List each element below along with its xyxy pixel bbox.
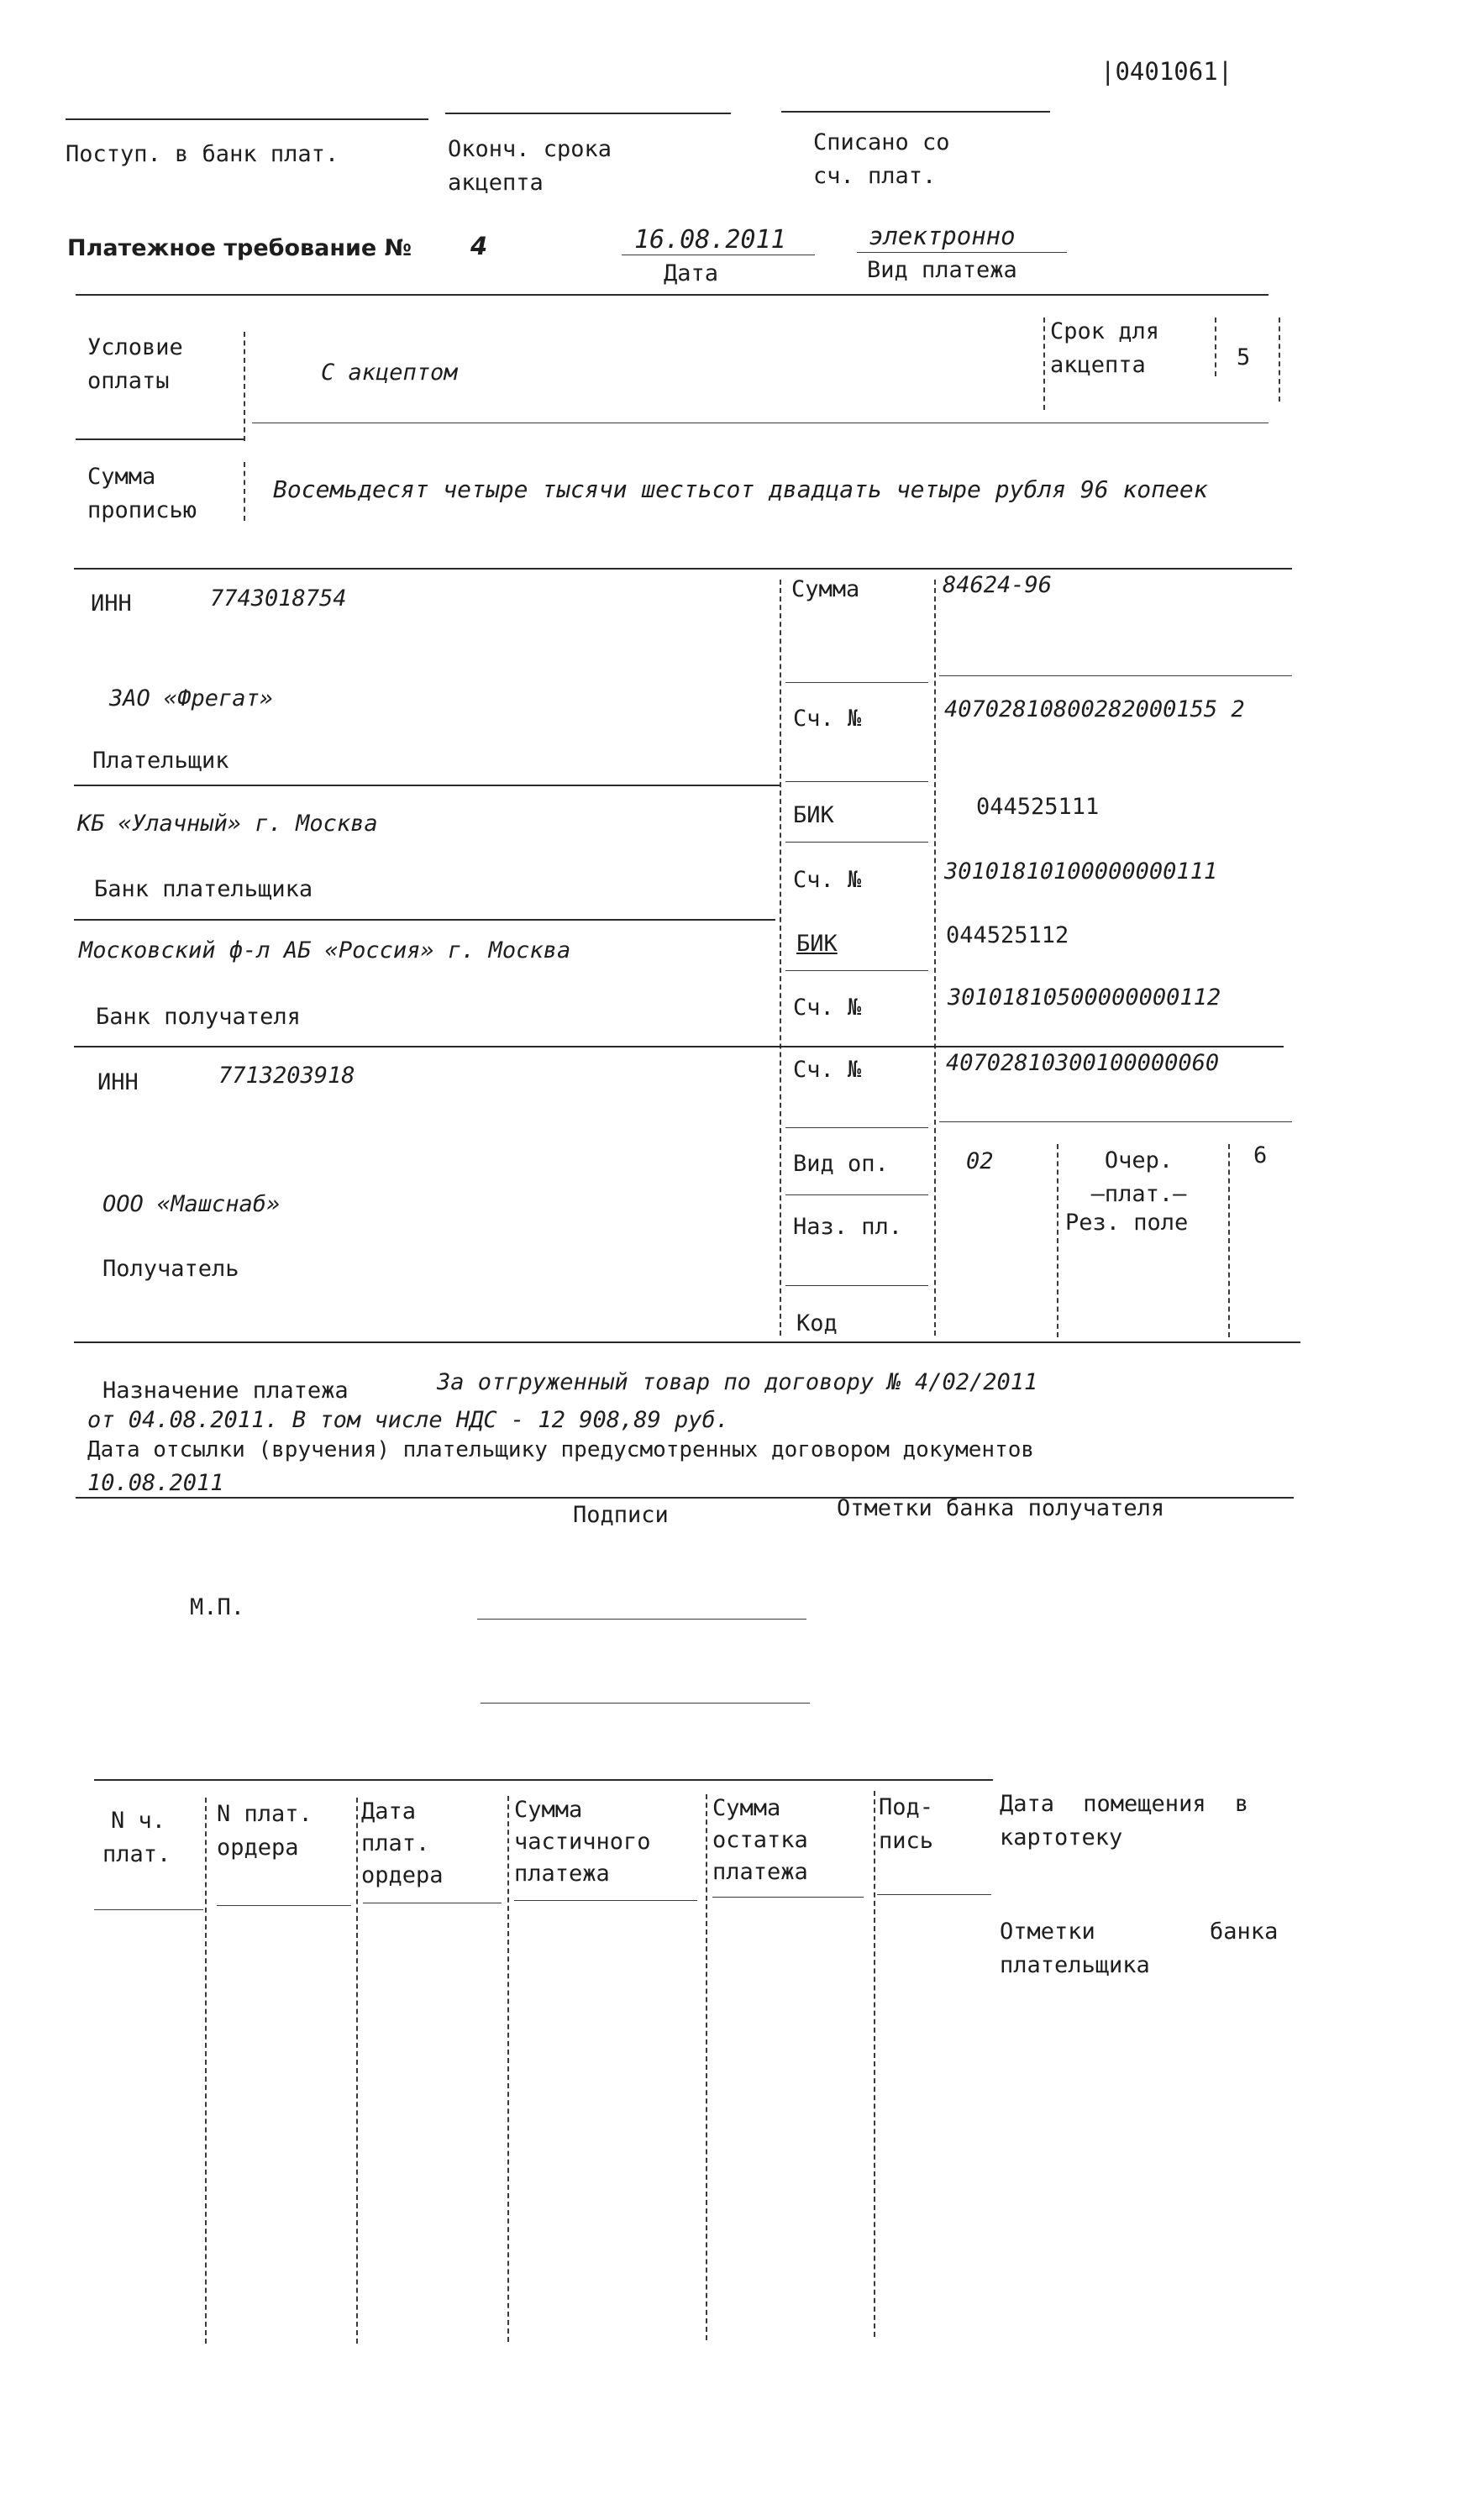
- reserve-field-label: Рез. поле: [1065, 1210, 1189, 1236]
- table-header-col2-line1: N плат.: [217, 1801, 313, 1827]
- sum-value: 84624-96: [943, 572, 1053, 598]
- sum-bottom-line: [785, 682, 928, 683]
- sum-label: Сумма: [791, 576, 860, 602]
- recipient-bank-bik-line: [785, 970, 928, 971]
- table-divider-2: [356, 1798, 358, 2344]
- acceptance-end-line1: Оконч. срока: [448, 136, 612, 162]
- table-header-col5: [712, 1793, 808, 1888]
- document-number: 4: [470, 232, 488, 260]
- payer-bank-bottom-line: [74, 919, 775, 921]
- payer-account-bottom-line: [785, 781, 928, 782]
- payer-bank-bik-line: [785, 842, 928, 843]
- payment-type-value: электронно: [869, 222, 1016, 250]
- recipient-bank-account: 30101810500000000112: [948, 984, 1221, 1011]
- amount-top-line: [76, 438, 244, 440]
- table-header-col1: [102, 1804, 171, 1872]
- acceptance-term-label: [1050, 315, 1159, 382]
- recipient-bank-label: Банк получателя: [96, 1004, 301, 1030]
- filing-date-label-line2: картотеку: [1000, 1824, 1123, 1851]
- recipient-account: 40702810300100000060: [946, 1050, 1220, 1076]
- table-top-line: [94, 1779, 993, 1781]
- queue-divider-left: [1057, 1144, 1058, 1337]
- table-header-line-5: [712, 1897, 864, 1898]
- purpose-line2: от 04.08.2011. В том числе НДС - 12 908,89 руб.: [87, 1407, 730, 1433]
- payer-label: Плательщик: [92, 748, 229, 774]
- purpose-code-label: Наз. пл.: [793, 1214, 903, 1240]
- document-date: 16.08.2011: [634, 225, 786, 255]
- table-header-col2-line2: ордера: [217, 1835, 299, 1861]
- operation-type-label: Вид оп.: [793, 1151, 889, 1177]
- payment-type-underline: [857, 252, 1067, 253]
- condition-label-line2: оплаты: [87, 368, 170, 394]
- debited-line1: Списано со: [813, 129, 950, 155]
- payer-block-top-line: [74, 568, 1292, 570]
- acceptance-end-line2: акцепта: [448, 170, 544, 196]
- recipient-bottom-line: [74, 1341, 1300, 1343]
- purpose-label: Назначение платежа: [102, 1378, 349, 1404]
- payer-account-label: Сч. №: [793, 706, 862, 732]
- form-code-value: 0401061: [1115, 57, 1218, 86]
- filing-date-label-line1: Дата помещения в: [1000, 1791, 1249, 1817]
- amount-words-label-line2: прописью: [87, 497, 197, 523]
- table-divider-3: [507, 1796, 509, 2342]
- queue-label-line1: Очер.: [1104, 1147, 1174, 1173]
- sum-value-bottom-line: [939, 675, 1292, 676]
- table-header-col4-line2: частичного: [514, 1829, 651, 1855]
- condition-divider: [244, 332, 245, 441]
- payer-bottom-line: [74, 785, 780, 786]
- table-divider-4: [706, 1794, 707, 2340]
- payer-bank-account-label: Сч. №: [793, 867, 862, 893]
- signatures-label: Подписи: [573, 1502, 669, 1528]
- stamp-placeholder: М.П.: [190, 1594, 245, 1620]
- payer-account: 40702810800282000155 2: [944, 696, 1245, 722]
- table-header-col6-line1: Под-: [879, 1794, 934, 1820]
- operation-type-value: 02: [966, 1148, 994, 1174]
- term-divider-mid: [1215, 318, 1216, 376]
- term-label-line2: акцепта: [1050, 352, 1146, 378]
- form-code: |0401061|: [1100, 57, 1233, 86]
- recipient-name: ООО «Машснаб»: [102, 1191, 281, 1217]
- term-divider-right: [1279, 318, 1280, 402]
- recipient-bank-bik: 044525112: [946, 922, 1069, 948]
- table-header-col5-line2: остатка: [712, 1827, 808, 1853]
- table-header-line-6: [877, 1894, 991, 1895]
- debited-label: [813, 126, 950, 193]
- queue-label-line2-text: плат.: [1104, 1181, 1174, 1207]
- document-title: Платежное требование №: [67, 235, 412, 261]
- recipient-inn: 7713203918: [218, 1063, 355, 1089]
- table-header-col3-line1: Дата: [361, 1798, 417, 1824]
- payer-bank-marks-line2: плательщика: [1000, 1952, 1150, 1978]
- table-header-col5-line1: Сумма: [712, 1795, 781, 1821]
- recipient-bank-account-label: Сч. №: [793, 995, 862, 1021]
- op-type-bottom-line: [785, 1194, 928, 1195]
- queue-divider-right: [1228, 1144, 1230, 1337]
- table-divider-5: [874, 1791, 875, 2337]
- table-header-col4-line3: платежа: [514, 1861, 610, 1887]
- table-header-col6: [879, 1791, 933, 1858]
- documents-date-label: Дата отсылки (вручения) плательщику предусмотренных договором документов: [87, 1437, 1035, 1462]
- condition-label-line1: Условие: [87, 334, 183, 360]
- table-header-line-1: [94, 1909, 203, 1910]
- header-line-1: [66, 118, 428, 120]
- table-header-col4-line1: Сумма: [514, 1797, 583, 1823]
- documents-date: 10.08.2011: [87, 1470, 224, 1496]
- acceptance-term-value: 5: [1237, 344, 1251, 370]
- payer-bank-marks-line1: Отметки банка: [1000, 1919, 1279, 1945]
- recipient-account-line: [939, 1121, 1292, 1122]
- amount-words-value: Восемьдесят четыре тысячи шестьсот двадцать четыре рубля 96 копеек: [273, 475, 1208, 503]
- payer-bank-bik: 044525111: [976, 794, 1100, 820]
- recipient-bank-marks: Отметки банка получателя: [837, 1495, 1165, 1521]
- header-line-3: [781, 111, 1050, 113]
- queue-label-line2: —плат.—: [1090, 1181, 1187, 1207]
- payer-inn-label: ИНН: [91, 591, 132, 617]
- recipient-account-left-line: [785, 1127, 928, 1128]
- condition-label: [87, 331, 183, 398]
- table-header-line-4: [514, 1900, 697, 1901]
- term-divider-left: [1043, 318, 1045, 410]
- payer-bank-name: КБ «Улачный» г. Москва: [77, 811, 378, 837]
- condition-value: С акцептом: [321, 360, 458, 386]
- code-label: Код: [796, 1310, 838, 1336]
- payer-name: ЗАО «Фрегат»: [109, 685, 274, 711]
- table-header-col1-line2: плат.: [102, 1841, 171, 1867]
- queue-label: [1065, 1144, 1212, 1211]
- condition-top-line: [76, 294, 1269, 296]
- recipient-bank-bik-label: БИК: [796, 931, 838, 957]
- purpose-line1: За отгруженный товар по договору № 4/02/2011: [437, 1369, 1038, 1395]
- table-header-col5-line3: платежа: [712, 1859, 808, 1885]
- amount-words-label: [87, 460, 197, 528]
- term-label-line1: Срок для: [1050, 318, 1160, 344]
- payer-bank-marks: [1000, 1915, 1278, 1982]
- recipient-label: Получатель: [102, 1256, 239, 1282]
- table-divider-1: [205, 1798, 207, 2344]
- table-header-col6-line2: пись: [879, 1828, 934, 1854]
- debited-line2: сч. плат.: [813, 163, 937, 189]
- table-header-col2: [217, 1798, 313, 1865]
- signature-line-2: [481, 1703, 810, 1704]
- main-left-divider: [780, 580, 781, 1336]
- payer-inn: 7743018754: [210, 585, 347, 612]
- payer-bank-bik-label: БИК: [793, 802, 834, 828]
- filing-date-label: [1000, 1788, 1248, 1855]
- acceptance-end-label: [448, 133, 612, 200]
- header-line-2: [445, 113, 731, 114]
- table-header-col3-line2: плат.: [361, 1830, 430, 1856]
- amount-words-label-line1: Сумма: [87, 464, 156, 490]
- payer-bank-account: 30101810100000000111: [944, 858, 1218, 885]
- main-right-divider: [934, 580, 936, 1336]
- amount-words-divider: [244, 462, 245, 521]
- payer-bank-label: Банк плательщика: [94, 876, 313, 902]
- table-header-col1-line1: N ч.: [111, 1808, 166, 1834]
- received-by-bank-label: Поступ. в банк плат.: [66, 141, 339, 167]
- date-label: Дата: [664, 260, 719, 286]
- recipient-bank-name: Московский ф-л АБ «Россия» г. Москва: [79, 937, 571, 963]
- recipient-account-label: Сч. №: [793, 1057, 862, 1083]
- table-header-line-2: [217, 1905, 351, 1906]
- purpose-code-bottom-line: [785, 1285, 928, 1286]
- recipient-inn-label: ИНН: [97, 1069, 139, 1095]
- table-header-col4: [514, 1794, 651, 1890]
- table-header-col3-line3: ордера: [361, 1862, 444, 1888]
- table-header-col3: [361, 1796, 444, 1892]
- payment-type-label: Вид платежа: [867, 257, 1017, 283]
- signature-line-1: [477, 1619, 806, 1620]
- queue-value: 6: [1253, 1142, 1268, 1168]
- recipient-bank-bottom-line: [74, 1046, 1284, 1047]
